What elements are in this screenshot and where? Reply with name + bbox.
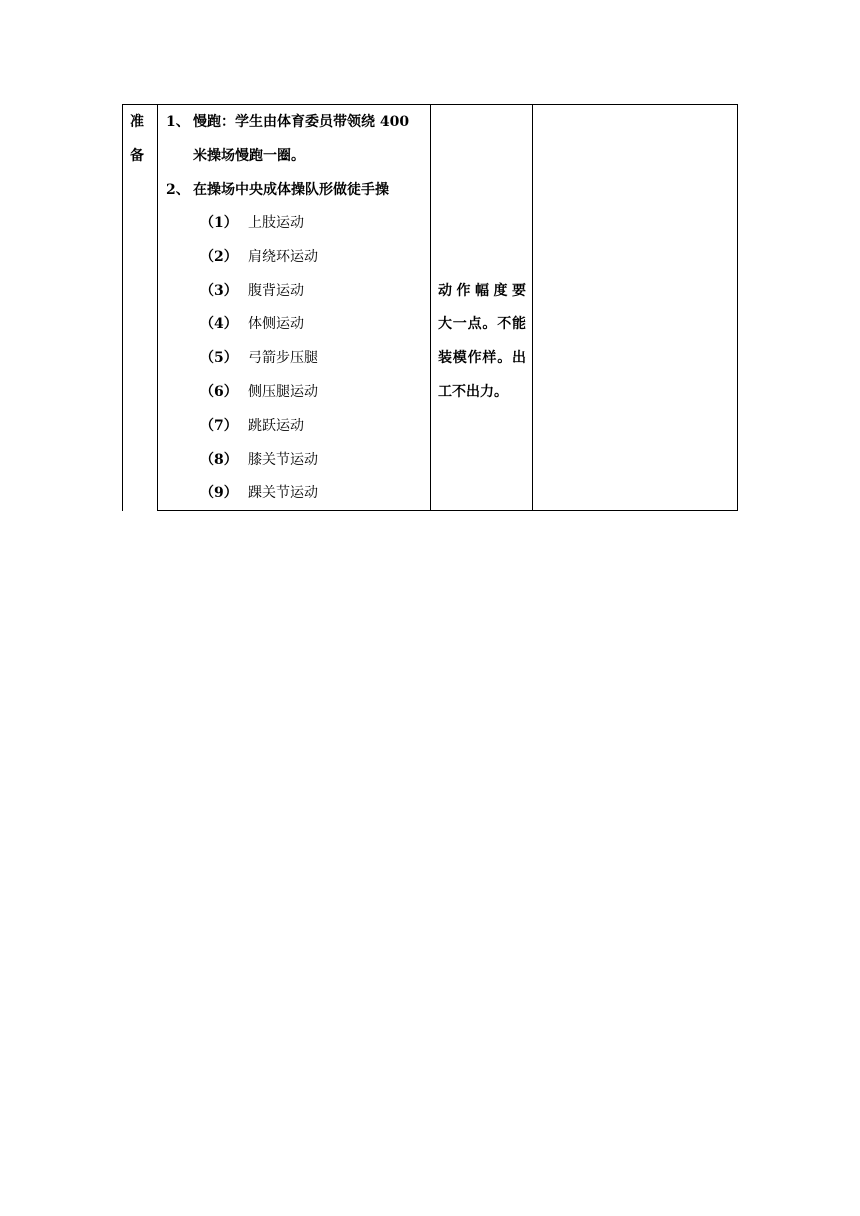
item-number: 2、 <box>166 182 190 198</box>
exercise-name: 上肢运动 <box>248 215 304 231</box>
exercise-name: 踝关节运动 <box>248 485 318 501</box>
requirement-line: 大一点。不能 <box>438 316 526 332</box>
section-label-char: 备 <box>130 148 144 164</box>
requirement-line: 装模作样。出 <box>438 350 526 366</box>
exercise-number: （3） <box>200 283 238 299</box>
exercise-number: （5） <box>200 350 238 366</box>
requirement-line: 工不出力。 <box>438 384 508 400</box>
exercise-number: （6） <box>200 384 238 400</box>
exercise-name: 跳跃运动 <box>248 418 304 434</box>
exercise-number: （1） <box>200 215 238 231</box>
exercise-name: 体侧运动 <box>248 316 304 332</box>
exercise-name: 腹背运动 <box>248 283 304 299</box>
exercise-number: （2） <box>200 249 238 265</box>
exercise-number: （8） <box>200 452 238 468</box>
exercise-number: （7） <box>200 418 238 434</box>
exercise-number: （4） <box>200 316 238 332</box>
item-text-continued: 米操场慢跑一圈。 <box>193 148 305 164</box>
item-text: 慢跑：学生由体育委员带领绕 400 <box>193 114 410 130</box>
item-text: 在操场中央成体操队形做徒手操 <box>193 182 389 198</box>
exercise-number: （9） <box>200 485 238 501</box>
requirement-line: 动作幅度要 <box>438 283 526 299</box>
item-number: 1、 <box>166 114 190 130</box>
section-label-char: 准 <box>130 114 144 130</box>
exercise-name: 侧压腿运动 <box>248 384 318 400</box>
exercise-name: 弓箭步压腿 <box>248 350 318 366</box>
exercise-name: 膝关节运动 <box>248 452 318 468</box>
exercise-name: 肩绕环运动 <box>248 249 318 265</box>
